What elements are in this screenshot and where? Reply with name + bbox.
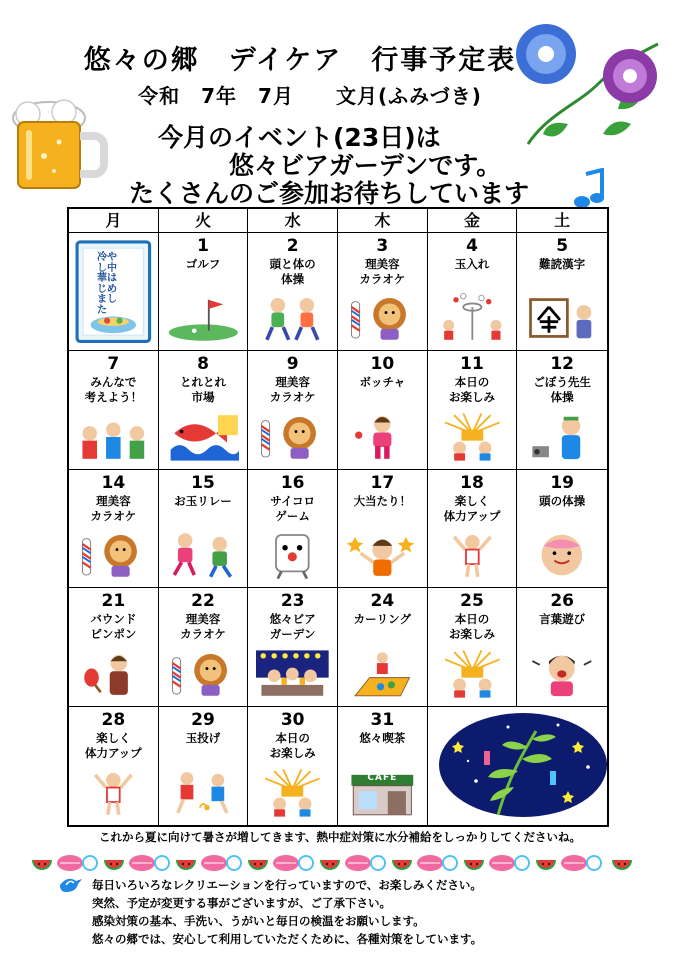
day-number: 17	[370, 472, 395, 493]
activity-label: 本日の	[454, 612, 490, 627]
calendar-day-cell	[248, 588, 338, 706]
barber-lion-icon	[77, 529, 150, 581]
activity-label: 玉入れ	[454, 257, 490, 271]
banner-text: 冷やし中華はじめました	[97, 252, 117, 316]
brain-icon	[525, 529, 599, 581]
curling-icon	[346, 648, 419, 700]
hiyashi-chuka-banner-icon	[75, 239, 152, 344]
page-title: 悠々の郷 デイケア 行事予定表	[83, 45, 517, 76]
weekday-header-fri: 金	[428, 209, 518, 233]
weekday-header-sat: 土	[517, 209, 607, 233]
tanabata-night-sky-icon	[428, 707, 607, 825]
kanji-icon	[525, 292, 599, 344]
cafe-sign-text: CAFE	[367, 773, 398, 783]
day-number: 10	[370, 354, 395, 375]
day-number: 25	[460, 591, 484, 612]
activity-label: 言葉遊び	[539, 612, 586, 627]
calendar-day-cell	[338, 588, 428, 706]
dice-icon	[256, 529, 329, 581]
calendar-day-cell	[338, 707, 428, 825]
day-number: 24	[370, 591, 395, 612]
activity-label: ガーデン	[269, 627, 316, 642]
heatstroke-notice: これから夏に向けて暑さが増してきます、熱中症対策に水分補給をしっかりしてくださいね。	[98, 830, 582, 844]
activity-label: お楽しみ	[448, 627, 495, 642]
calendar-day-cell	[159, 707, 249, 825]
barber-lion-icon	[167, 648, 240, 700]
calendar-banner-cell	[69, 233, 159, 351]
day-number: 28	[101, 709, 126, 730]
footer-note: 悠々の郷では、安心して利用していただくために、各種対策をしています。	[92, 932, 483, 946]
activity-label: 悠々喫茶	[359, 730, 406, 745]
activity-label: カラオケ	[90, 508, 137, 523]
activity-label: 難読漢字	[539, 257, 586, 271]
activity-label: 頭の体操	[539, 493, 586, 508]
calendar-day-cell	[159, 351, 249, 469]
day-number: 3	[376, 236, 389, 256]
calendar-grid	[67, 207, 609, 827]
calendar-day-cell	[428, 233, 518, 351]
activity-label: 理美容	[185, 612, 221, 627]
activity-label: 理美容	[365, 257, 400, 271]
calendar-day-cell	[69, 588, 159, 706]
day-number: 9	[286, 354, 299, 375]
activity-label: カラオケ	[359, 272, 406, 286]
activity-label: ゴルフ	[185, 257, 221, 271]
calendar-day-cell	[248, 470, 338, 588]
calendar-day-cell	[159, 470, 249, 588]
day-number: 2	[286, 236, 299, 256]
activity-label: カーリング	[353, 612, 411, 627]
bird-icon	[58, 873, 84, 897]
surprise-box-icon	[436, 648, 509, 700]
activity-label: お楽しみ	[448, 390, 495, 405]
activity-label: とれとれ	[179, 375, 226, 390]
activity-label: 体力アップ	[84, 745, 142, 760]
weekday-header-tue: 火	[159, 209, 249, 233]
calendar-day-cell	[517, 470, 607, 588]
ball-throw-icon	[167, 767, 240, 819]
activity-label: ごぼう先生	[533, 375, 591, 390]
activity-label: サイコロ	[270, 493, 316, 508]
day-number: 4	[466, 236, 478, 256]
activity-label: 理美容	[96, 493, 131, 508]
day-number: 16	[280, 472, 305, 493]
pingpong-icon	[77, 648, 150, 700]
day-number: 26	[550, 591, 574, 612]
golf-icon	[167, 292, 240, 344]
surprise-box-icon	[436, 411, 509, 463]
activity-label: 体力アップ	[443, 508, 501, 523]
activity-label: ボッチャ	[359, 375, 406, 390]
calendar-day-cell	[338, 470, 428, 588]
month-subtitle: 令和 7年 7月 文月(ふみづき)	[138, 84, 482, 108]
speaking-icon	[525, 648, 599, 700]
calendar-day-cell	[517, 351, 607, 469]
day-number: 31	[370, 709, 395, 730]
activity-label: 市場	[191, 390, 215, 405]
activity-label: ピンポン	[90, 627, 137, 642]
day-number: 19	[550, 472, 574, 493]
day-number: 15	[191, 472, 215, 493]
activity-label: 体操	[550, 390, 574, 405]
fish-market-icon	[167, 411, 240, 463]
activity-label: 楽しく	[96, 730, 131, 745]
activity-label: 玉投げ	[185, 730, 221, 745]
calendar-day-cell	[159, 588, 249, 706]
boccia-icon	[346, 411, 419, 463]
activity-label: お楽しみ	[269, 745, 316, 760]
calendar-day-cell	[69, 707, 159, 825]
calendar-day-cell	[248, 351, 338, 469]
footer-note: 感染対策の基本、手洗い、うがいと毎日の検温をお願いします。	[92, 914, 425, 928]
footer-notes	[92, 876, 482, 948]
event-line-1: 今月のイベント(23日)は	[158, 123, 441, 152]
activity-label: カラオケ	[180, 627, 226, 642]
fitness-icon	[436, 529, 509, 581]
music-note-icon	[572, 168, 606, 212]
day-number: 1	[197, 236, 209, 256]
activity-label: 本日の	[454, 375, 490, 390]
activity-label: 楽しく	[454, 493, 490, 508]
calendar-day-cell	[517, 233, 607, 351]
calendar-day-cell	[428, 470, 518, 588]
calendar-day-cell	[428, 351, 518, 469]
activity-label: 理美容	[275, 375, 310, 390]
activity-label: 頭と体の	[269, 257, 316, 271]
calendar-day-cell	[248, 233, 338, 351]
barber-lion-icon	[346, 292, 419, 344]
activity-label: 悠々ビア	[269, 612, 316, 627]
weekday-header-thu: 木	[338, 209, 428, 233]
activity-label: みんなで	[90, 375, 137, 390]
activity-label: 考えよう！	[84, 390, 143, 405]
activity-label: 本日の	[275, 730, 310, 745]
day-number: 5	[556, 236, 569, 256]
day-number: 14	[101, 472, 126, 493]
day-number: 11	[460, 354, 484, 375]
calendar-day-cell	[69, 351, 159, 469]
day-number: 29	[191, 709, 215, 730]
calendar-day-cell	[338, 233, 428, 351]
beer-mug-icon	[4, 96, 116, 196]
cafe-icon	[346, 767, 419, 819]
activity-label: 体操	[281, 272, 305, 286]
day-number: 30	[280, 709, 305, 730]
footer-note: 毎日いろいろなレクリエーションを行っていますので、お楽しみください。	[92, 878, 482, 892]
ball-toss-icon	[436, 292, 509, 344]
discussion-icon	[77, 411, 150, 463]
weekday-header-wed: 水	[248, 209, 338, 233]
event-line-3: たくさんのご参加お待ちしています	[129, 179, 530, 208]
day-number: 8	[197, 354, 209, 375]
day-number: 12	[550, 354, 574, 375]
activity-label: お玉リレー	[174, 493, 232, 508]
activity-label: カラオケ	[269, 390, 316, 405]
surprise-box-icon	[256, 767, 329, 819]
day-number: 18	[460, 472, 484, 493]
footer-note: 突然、予定が変更する事がございますが、ご了承下さい。	[92, 896, 391, 910]
watermelon-lantern-border-icon	[32, 852, 642, 874]
relay-icon	[167, 529, 240, 581]
beer-garden-icon	[256, 648, 329, 700]
morning-glory-icon	[508, 14, 678, 154]
fitness-icon	[77, 767, 150, 819]
day-number: 22	[191, 591, 215, 612]
activity-label: バウンド	[90, 612, 137, 627]
calendar-day-cell	[159, 233, 249, 351]
teacher-icon	[525, 411, 599, 463]
day-number: 21	[101, 591, 126, 612]
barber-lion-icon	[256, 411, 329, 463]
activity-label: 大当たり！	[353, 493, 412, 508]
weekday-header-mon: 月	[69, 209, 159, 233]
calendar-day-cell	[248, 707, 338, 825]
event-line-2: 悠々ビアガーデンです。	[229, 151, 502, 180]
jackpot-icon	[346, 529, 419, 581]
activity-label: ゲーム	[275, 508, 310, 523]
day-number: 23	[280, 591, 305, 612]
calendar-day-cell	[338, 351, 428, 469]
exercise-icon	[256, 292, 329, 344]
day-number: 7	[107, 354, 120, 375]
calendar-day-cell	[428, 588, 518, 706]
calendar-day-cell	[69, 470, 159, 588]
calendar-day-cell	[517, 588, 607, 706]
